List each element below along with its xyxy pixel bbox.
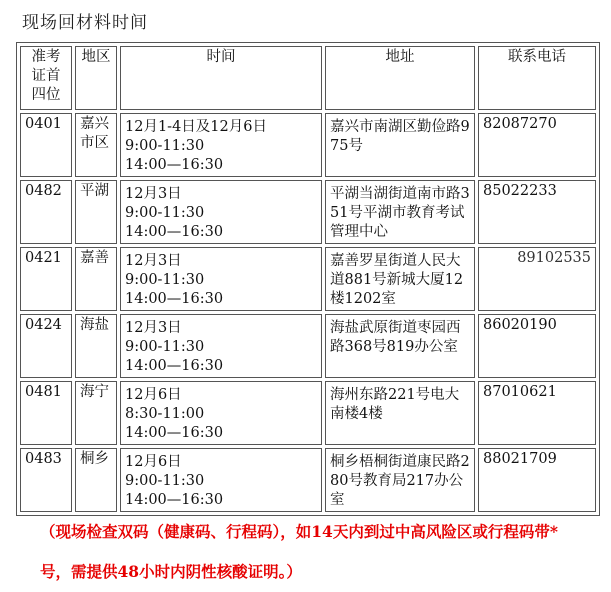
cell-code: 0424	[20, 314, 72, 378]
cell-region: 嘉兴市区	[75, 113, 117, 177]
cell-time	[120, 113, 322, 177]
time-morning: 9:00-11:30	[125, 339, 205, 355]
cell-time	[120, 448, 322, 512]
cell-code: 0482	[20, 180, 72, 244]
cell-phone: 82087270	[478, 113, 596, 177]
cell-address	[325, 381, 475, 445]
time-afternoon: 14:00—16:30	[125, 291, 224, 307]
address-text: 桐乡梧桐街道康民路280号教育局217办公室	[330, 454, 470, 508]
time-date: 12月6日	[125, 454, 182, 470]
cell-phone: 89102535	[478, 247, 596, 311]
cell-address	[325, 314, 475, 378]
cell-phone: 86020190	[478, 314, 596, 378]
header-phone: 联系电话	[478, 46, 596, 110]
time-morning: 9:00-11:30	[125, 272, 205, 288]
schedule-table	[16, 42, 600, 516]
cell-time	[120, 314, 322, 378]
address-text: 嘉善罗星街道人民大道881号新城大厦12楼1202室	[330, 253, 464, 307]
cell-code: 0401	[20, 113, 72, 177]
cell-region: 嘉善	[75, 247, 117, 311]
cell-code: 0481	[20, 381, 72, 445]
cell-region: 平湖	[75, 180, 117, 244]
time-date: 12月3日	[125, 320, 182, 336]
address-text: 海盐武原街道枣园西路368号819办公室	[330, 320, 461, 355]
cell-time	[120, 381, 322, 445]
cell-code: 0421	[20, 247, 72, 311]
time-afternoon: 14:00—16:30	[125, 224, 224, 240]
table-header-row	[20, 46, 596, 110]
header-region: 地区	[75, 46, 117, 110]
time-date: 12月3日	[125, 253, 182, 269]
table-row	[20, 180, 596, 244]
time-morning: 9:00-11:30	[125, 138, 205, 154]
cell-code: 0483	[20, 448, 72, 512]
time-afternoon: 14:00—16:30	[125, 358, 224, 374]
table-row	[20, 314, 596, 378]
cell-address	[325, 180, 475, 244]
time-afternoon: 14:00—16:30	[125, 492, 224, 508]
cell-address	[325, 448, 475, 512]
time-afternoon: 14:00—16:30	[125, 425, 224, 441]
cell-time	[120, 180, 322, 244]
cell-phone: 85022233	[478, 180, 596, 244]
time-morning: 9:00-11:30	[125, 205, 205, 221]
address-text: 嘉兴市南湖区勤俭路975号	[330, 119, 470, 154]
cell-address	[325, 113, 475, 177]
address-text: 平湖当湖街道南市路351号平湖市教育考试管理中心	[330, 186, 470, 240]
cell-region: 海宁	[75, 381, 117, 445]
time-afternoon: 14:00—16:30	[125, 157, 224, 173]
cell-region: 桐乡	[75, 448, 117, 512]
table-row	[20, 113, 596, 177]
cell-phone: 88021709	[478, 448, 596, 512]
header-address: 地址	[325, 46, 475, 110]
page-title: 现场回材料时间	[22, 13, 148, 33]
time-date: 12月3日	[125, 186, 182, 202]
time-morning: 9:00-11:30	[125, 473, 205, 489]
time-morning: 8:30-11:00	[125, 406, 205, 422]
time-date: 12月6日	[125, 387, 182, 403]
table-row	[20, 448, 596, 512]
notice-text: （现场检查双码（健康码、行程码），如14天内到过中高风险区或行程码带*号，需提供48小时内阴性核酸证明。）	[40, 522, 558, 581]
cell-address	[325, 247, 475, 311]
header-code: 准考证首四位	[20, 46, 72, 110]
cell-phone: 87010621	[478, 381, 596, 445]
table-row	[20, 247, 596, 311]
cell-time	[120, 247, 322, 311]
address-text: 海州东路221号电大南楼4楼	[330, 387, 460, 422]
table-row	[20, 381, 596, 445]
cell-region: 海盐	[75, 314, 117, 378]
time-date: 12月1-4日及12月6日	[125, 119, 267, 135]
header-time: 时间	[120, 46, 322, 110]
